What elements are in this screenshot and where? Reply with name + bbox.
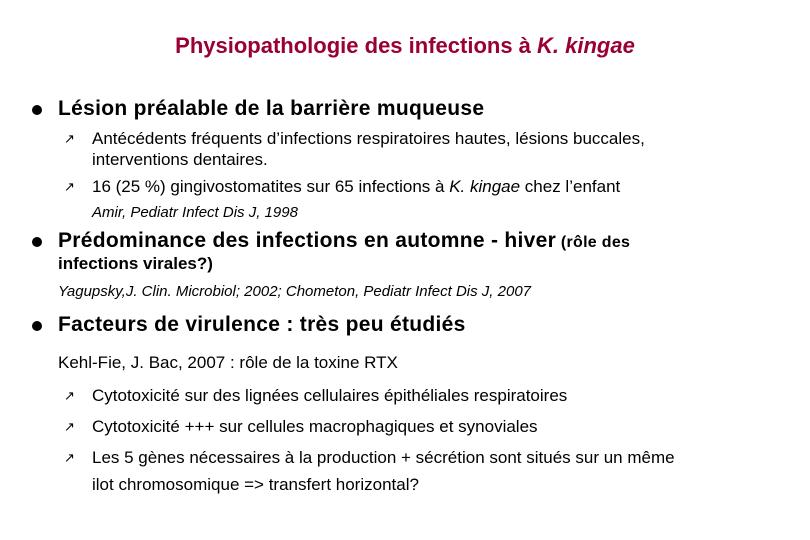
section3-item3-line2: ilot chromosomique => transfert horizontal? (92, 475, 419, 494)
title-prefix: Physiopathologie des infections à (175, 33, 538, 58)
section3-item2: Cytotoxicité +++ sur cellules macrophagiques et synoviales (92, 417, 538, 436)
section3-subheading: Kehl-Fie, J. Bac, 2007 : rôle de la toxine RTX (58, 353, 398, 372)
section1-item1-line1: Antécédents fréquents d’infections respiratoires hautes, lésions buccales, (92, 129, 645, 148)
filled-circle-icon (32, 105, 42, 115)
section2-heading (58, 229, 630, 253)
section2-citation: Yagupsky,J. Clin. Microbiol; 2002; Chometon, Pediatr Infect Dis J, 2007 (58, 283, 532, 300)
filled-circle-icon (32, 321, 42, 331)
section1-citation: Amir, Pediatr Infect Dis J, 1998 (92, 204, 298, 221)
arrow-northeast-icon: ↗ (64, 420, 75, 435)
section2-heading-small: (rôle des (556, 234, 631, 251)
section1-item1-line2: interventions dentaires. (92, 150, 268, 169)
slide-title (0, 33, 810, 59)
section1-heading: Lésion préalable de la barrière muqueuse (58, 97, 485, 120)
title-organism: K. kingae (537, 33, 635, 58)
section3-item3-line1: Les 5 gènes nécessaires à la production + sécrétion sont situés sur un même (92, 448, 675, 467)
section1-item2-pre: 16 (25 %) gingivostomatites sur 65 infections à (92, 177, 450, 196)
filled-circle-icon (32, 237, 42, 247)
section2-continuation: infections virales?) (58, 254, 213, 273)
arrow-northeast-icon: ↗ (64, 451, 75, 466)
arrow-northeast-icon: ↗ (64, 389, 75, 404)
arrow-northeast-icon: ↗ (64, 180, 75, 195)
arrow-northeast-icon: ↗ (64, 132, 75, 147)
section1-item2-organism: K. kingae (449, 177, 521, 196)
section3-heading: Facteurs de virulence : très peu étudiés (58, 313, 466, 336)
section1-item2-post: chez l’enfant (520, 177, 621, 196)
section3-item1: Cytotoxicité sur des lignées cellulaires épithéliales respiratoires (92, 386, 568, 405)
section1-item2 (92, 177, 620, 197)
section2-heading-main: Prédominance des infections en automne - hiver (58, 229, 557, 252)
